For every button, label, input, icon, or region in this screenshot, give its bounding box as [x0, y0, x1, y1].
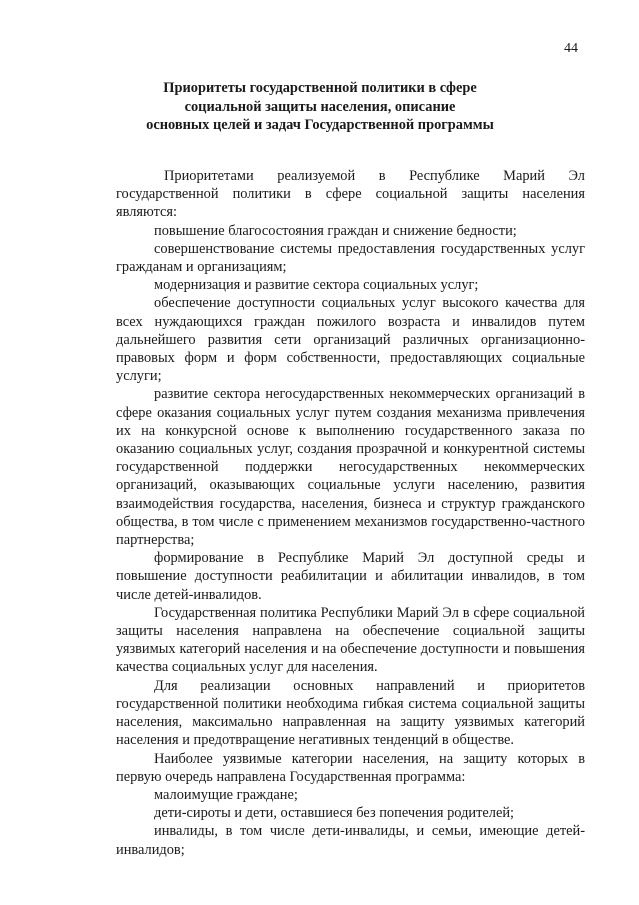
section-title [100, 79, 540, 135]
paragraph: обеспечение доступности социальных услуг высокого качества для всех нуждающихся граждан пожилого возраста и инвалидов путем дальнейшего развития сети организаций различных организационно-правовых форм и форм собственности, предоставляющих социальные услуги; [116, 295, 585, 385]
paragraph: Наиболее уязвимые категории населения, на защиту которых в первую очередь направлена Государственная программа: [116, 750, 585, 785]
paragraph: Для реализации основных направлений и приоритетов государственной политики необходима гибкая система социальной защиты населения, максимально направленная на защиту уязвимых категорий населения и предотвращение негативных тенденций в обществе. [116, 677, 585, 749]
title-line: социальной защиты населения, описание [184, 98, 456, 115]
paragraph: развитие сектора негосударственных некоммерческих организаций в сфере оказания социальных услуг путем создания механизма привлечения их на конкурсной основе к выполнению государственного заказа по оказанию социальных услуг, создания прозрачной и конкурентной системы государственной поддержки негосударственных некоммерческих организаций, оказывающих социальные услуги населению, развития взаимодействия государства, населения, бизнеса и структур гражданского общества, в том числе с применением механизмов государственно-частного партнерства; [116, 386, 585, 549]
paragraph: Приоритетами реализуемой в Республике Марий Эл государственной политики в сфере социальной защиты населения являются: [116, 168, 585, 221]
page-number: 44 [564, 41, 578, 56]
paragraph: модернизация и развитие сектора социальных услуг; [154, 277, 479, 294]
paragraph: инвалиды, в том числе дети-инвалиды, и семьи, имеющие детей-инвалидов; [116, 823, 585, 858]
title-line: Приоритеты государственной политики в сфере [163, 80, 477, 96]
paragraph: Государственная политика Республики Марий Эл в сфере социальной защиты населения направлена на обеспечение социальной защиты уязвимых категорий населения и на обеспечение доступности и повышения качества социальных услуг для населения. [116, 604, 585, 676]
paragraph: малоимущие граждане; [154, 786, 298, 803]
paragraph: формирование в Республике Марий Эл доступной среды и повышение доступности реабилитации и абилитации инвалидов, в том числе детей-инвалидов. [116, 550, 585, 603]
document-body [116, 167, 585, 859]
title-line: основных целей и задач Государственной программы [146, 117, 494, 133]
paragraph: повышение благосостояния граждан и снижение бедности; [154, 222, 517, 239]
paragraph: совершенствование системы предоставления государственных услуг гражданам и организациям; [116, 240, 585, 276]
paragraph: дети-сироты и дети, оставшиеся без попечения родителей; [154, 805, 515, 822]
